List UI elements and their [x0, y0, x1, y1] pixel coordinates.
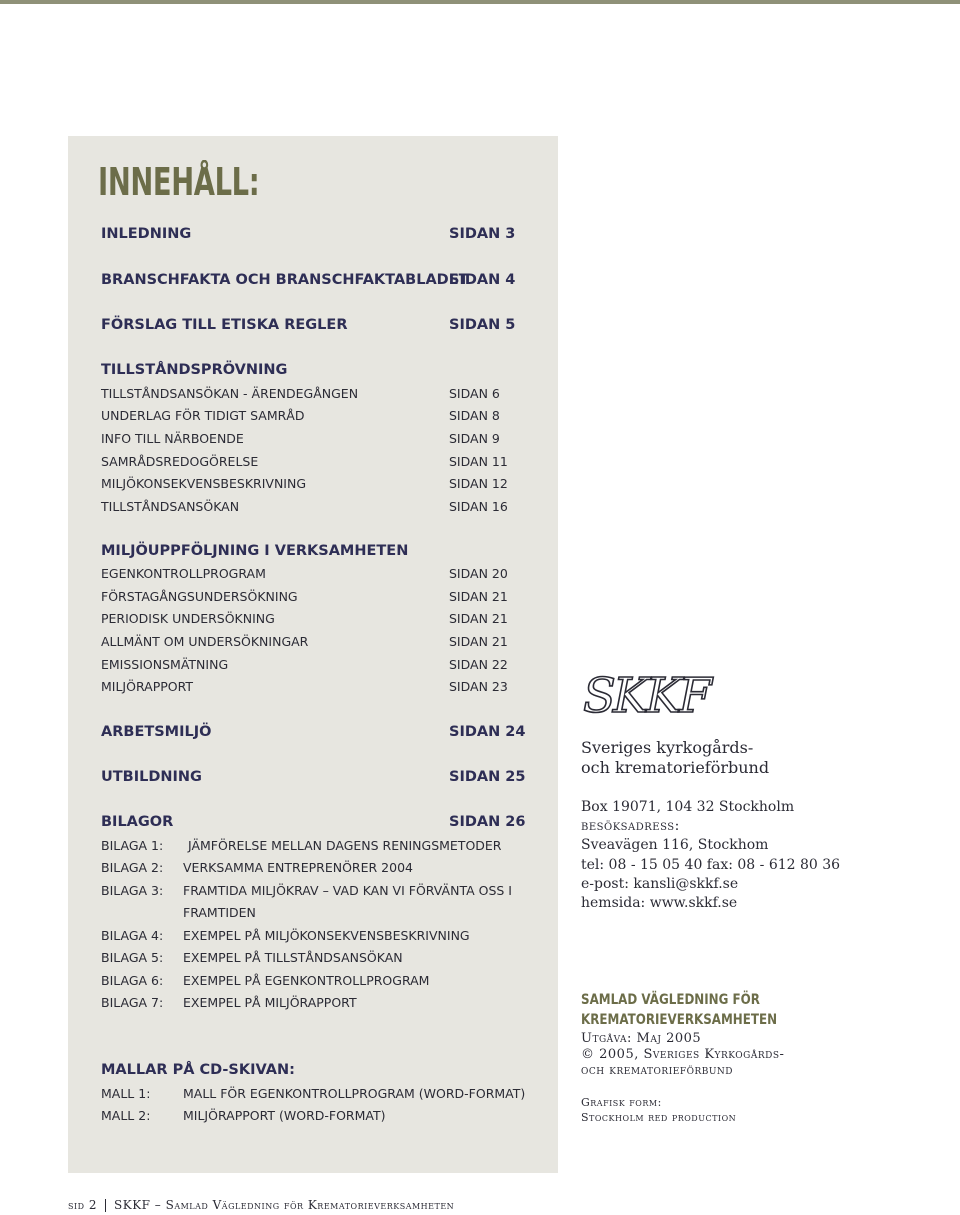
appendix-label: BILAGA 6:	[101, 973, 164, 988]
template-item	[101, 1106, 541, 1126]
toc-subentry	[101, 384, 541, 404]
toc-section-heading: TILLSTÅNDSPRÖVNING	[101, 362, 288, 378]
toc-entry-label: BRANSCHFAKTA OCH BRANSCHFAKTABLADET	[101, 272, 469, 288]
appendix-title: EXEMPEL PÅ MILJÖRAPPORT	[183, 995, 357, 1010]
toc-entry-arbetsmiljo	[101, 722, 541, 742]
publication-copyright-line2: och krematorieförbund	[581, 1063, 734, 1078]
appendix-title: EXEMPEL PÅ TILLSTÅNDSANSÖKAN	[183, 950, 403, 965]
toc-entry-label: UTBILDNING	[101, 769, 202, 785]
toc-entry-page: SIDAN 4	[449, 272, 516, 288]
org-name-line2: och krematorieförbund	[581, 758, 770, 777]
appendix-item	[101, 881, 541, 901]
appendix-item	[101, 993, 541, 1013]
toc-subentry-label: TILLSTÅNDSANSÖKAN - ÄRENDEGÅNGEN	[101, 386, 359, 401]
toc-subentry-label: INFO TILL NÄRBOENDE	[101, 431, 244, 446]
appendix-label: BILAGA 4:	[101, 928, 164, 943]
toc-subentry-label: MILJÖKONSEKVENSBESKRIVNING	[101, 476, 307, 491]
toc-subentry-page: SIDAN 8	[449, 408, 500, 423]
toc-subentry-label: SAMRÅDSREDOGÖRELSE	[101, 454, 259, 469]
org-email: e-post: kansli@skkf.se	[581, 876, 739, 892]
toc-subentry	[101, 609, 541, 629]
page-footer	[68, 1198, 454, 1212]
toc-entry-branschfakta	[101, 270, 541, 290]
toc-subentry	[101, 564, 541, 584]
template-title: MILJÖRAPPORT (WORD-FORMAT)	[183, 1108, 386, 1123]
toc-subentry-page: SIDAN 20	[449, 566, 508, 581]
toc-section-tillstand	[101, 360, 541, 380]
toc-subentry-page: SIDAN 22	[449, 657, 508, 672]
toc-subentry-label: PERIODISK UNDERSÖKNING	[101, 611, 275, 626]
toc-subentry	[101, 677, 541, 697]
visit-address-label: besöksadress:	[581, 818, 680, 834]
footer-page-number: sid 2	[68, 1198, 98, 1212]
appendix-title: EXEMPEL PÅ EGENKONTROLLPROGRAM	[183, 973, 430, 988]
appendix-item	[101, 858, 541, 878]
visit-address: Sveavägen 116, Stockhom	[581, 837, 769, 853]
appendix-item	[101, 971, 541, 991]
toc-subentry	[101, 497, 541, 517]
toc-entry-etiska	[101, 315, 541, 335]
appendix-title: FRAMTIDA MILJÖKRAV – VAD KAN VI FÖRVÄNTA OSS I	[183, 883, 512, 898]
publication-copyright-line1: © 2005, Sveriges Kyrkogårds-	[581, 1047, 785, 1062]
toc-subentry-page: SIDAN 12	[449, 476, 508, 491]
template-label: MALL 2:	[101, 1108, 151, 1123]
toc-subentry-label: ALLMÄNT OM UNDERSÖKNINGAR	[101, 634, 309, 649]
appendix-title: JÄMFÖRELSE MELLAN DAGENS RENINGSMETODER	[188, 838, 502, 853]
toc-subentry-page: SIDAN 11	[449, 454, 508, 469]
toc-entry-label: BILAGOR	[101, 814, 174, 830]
toc-entry-bilagor	[101, 812, 541, 832]
svg-text:SKKF: SKKF	[583, 668, 709, 720]
toc-entry-utbildning	[101, 767, 541, 787]
appendix-item	[101, 948, 541, 968]
toc-subentry	[101, 587, 541, 607]
toc-subentry-page: SIDAN 6	[449, 386, 500, 401]
toc-subentry	[101, 632, 541, 652]
toc-entry-page: SIDAN 24	[449, 724, 526, 740]
footer-title: SKKF – Samlad Vägledning för Krematorieverksamheten	[114, 1198, 455, 1212]
toc-subentry-page: SIDAN 21	[449, 634, 508, 649]
toc-subentry-label: EMISSIONSMÄTNING	[101, 657, 229, 672]
appendix-item	[101, 926, 541, 946]
appendix-label: BILAGA 5:	[101, 950, 164, 965]
toc-subentry-label: EGENKONTROLLPROGRAM	[101, 566, 266, 581]
toc-entry-inledning	[101, 224, 541, 244]
appendix-item-continuation	[101, 903, 541, 923]
toc-entry-label: INLEDNING	[101, 226, 192, 242]
appendix-label: BILAGA 7:	[101, 995, 164, 1010]
toc-subentry-page: SIDAN 21	[449, 589, 508, 604]
skkf-logo	[581, 668, 731, 720]
appendix-label: BILAGA 1:	[101, 838, 164, 853]
appendix-title: VERKSAMMA ENTREPRENÖRER 2004	[183, 860, 413, 875]
publication-edition: Utgåva: Maj 2005	[581, 1031, 702, 1046]
toc-section-mallar	[101, 1060, 541, 1080]
toc-subentry	[101, 655, 541, 675]
toc-subentry-label: UNDERLAG FÖR TIDIGT SAMRÅD	[101, 408, 305, 423]
design-credit: Stockholm red production	[581, 1111, 737, 1124]
toc-subentry	[101, 429, 541, 449]
toc-subentry-page: SIDAN 16	[449, 499, 508, 514]
template-label: MALL 1:	[101, 1086, 151, 1101]
toc-subentry-label: TILLSTÅNDSANSÖKAN	[101, 499, 240, 514]
template-item	[101, 1084, 541, 1104]
appendix-title: FRAMTIDEN	[183, 905, 256, 920]
template-title: MALL FÖR EGENKONTROLLPROGRAM (WORD-FORMAT)	[183, 1086, 526, 1101]
appendix-label: BILAGA 2:	[101, 860, 164, 875]
org-box-address: Box 19071, 104 32 Stockholm	[581, 799, 795, 815]
org-website: hemsida: www.skkf.se	[581, 895, 738, 911]
toc-subentry-page: SIDAN 21	[449, 611, 508, 626]
toc-entry-page: SIDAN 3	[449, 226, 516, 242]
publication-title-line1: SAMLAD VÄGLEDNING FÖR	[581, 992, 760, 1008]
toc-entry-label: FÖRSLAG TILL ETISKA REGLER	[101, 317, 348, 333]
design-label: Grafisk form:	[581, 1096, 662, 1109]
footer-separator	[105, 1199, 106, 1212]
toc-section-heading: MALLAR PÅ CD-SKIVAN:	[101, 1062, 295, 1078]
publication-title	[581, 990, 777, 1030]
toc-subentry	[101, 406, 541, 426]
toc-subentry-page: SIDAN 23	[449, 679, 508, 694]
toc-subentry-page: SIDAN 9	[449, 431, 500, 446]
toc-entry-page: SIDAN 5	[449, 317, 516, 333]
toc-entry-label: ARBETSMILJÖ	[101, 724, 212, 740]
top-rule	[0, 0, 960, 4]
org-name-line1: Sveriges kyrkogårds-	[581, 738, 754, 757]
toc-subentry-label: FÖRSTAGÅNGSUNDERSÖKNING	[101, 589, 298, 604]
toc-entry-page: SIDAN 25	[449, 769, 526, 785]
org-phone-fax: tel: 08 - 15 05 40 fax: 08 - 612 80 36	[581, 857, 841, 873]
toc-subentry	[101, 452, 541, 472]
toc-title: INNEHÅLL:	[98, 160, 260, 204]
toc-section-heading: MILJÖUPPFÖLJNING I VERKSAMHETEN	[101, 543, 409, 559]
appendix-title: EXEMPEL PÅ MILJÖKONSEKVENSBESKRIVNING	[183, 928, 470, 943]
toc-subentry-label: MILJÖRAPPORT	[101, 679, 194, 694]
toc-section-miljo	[101, 541, 541, 561]
toc-subentry	[101, 474, 541, 494]
toc-entry-page: SIDAN 26	[449, 814, 526, 830]
appendix-item	[101, 836, 541, 856]
publication-title-line2: KREMATORIEVERKSAMHETEN	[581, 1012, 778, 1028]
appendix-label: BILAGA 3:	[101, 883, 164, 898]
